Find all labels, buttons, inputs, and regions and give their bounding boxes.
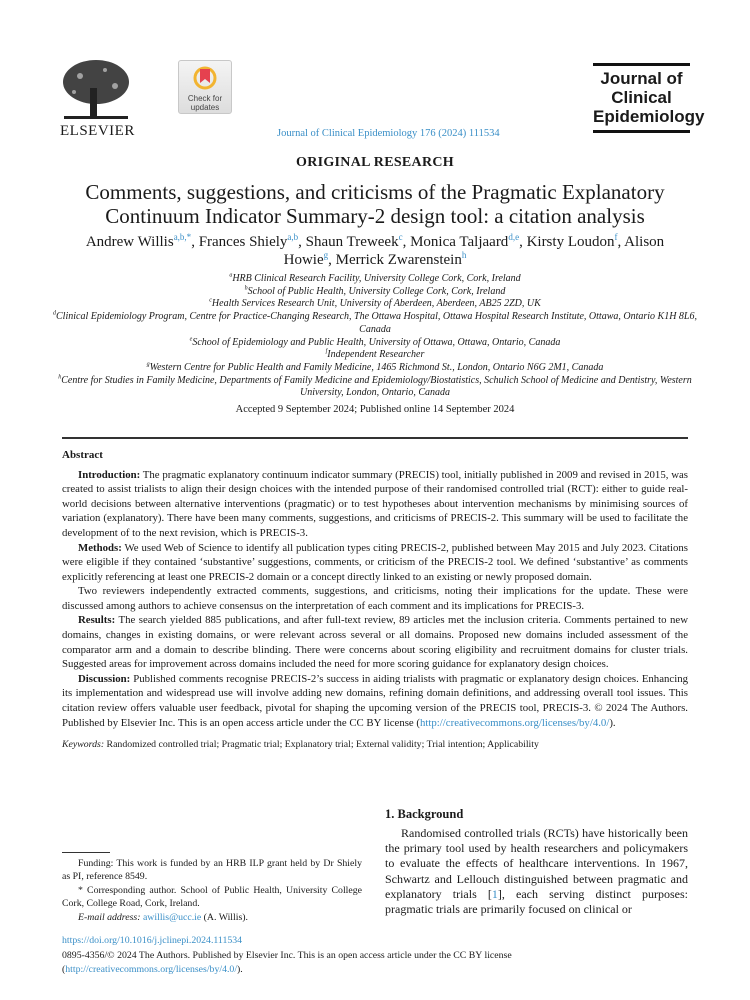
affiliation-key: b bbox=[244, 285, 248, 292]
affiliation-text: Health Services Research Unit, University of Aberdeen, Aberdeen, AB25 2ZD, UK bbox=[211, 298, 541, 310]
text: ], each serving distinct purposes: pragmatic trials are primarily focused on clinical or bbox=[385, 886, 688, 917]
text: We used Web of Science to identify all publication types citing PRECIS-2, published between May 2015 and July 2023. Citations were eligible if they contained ‘substantive’ suggestions, comments, or criticism of the PRECIS-2 tool. We defined ‘substantive’ as comments explicitly referencing at least one PRECIS-2 domain or a concept directly linked to an existing or newly proposed domain. bbox=[62, 541, 688, 583]
affiliation-key: h bbox=[58, 374, 62, 381]
abstract-introduction bbox=[62, 468, 688, 541]
journal-logo-line: Clinical bbox=[611, 88, 672, 107]
affiliation bbox=[50, 273, 700, 286]
keywords bbox=[62, 738, 688, 751]
author[interactable]: Shaun Treweek bbox=[305, 234, 399, 250]
affiliation-key: d bbox=[53, 310, 56, 317]
author[interactable]: Andrew Willis bbox=[85, 234, 174, 250]
abstract-heading: Abstract bbox=[62, 448, 103, 461]
affiliation-marker[interactable]: a,b bbox=[287, 232, 299, 242]
check-for-updates-button[interactable] bbox=[178, 60, 232, 114]
affiliation-marker[interactable]: g bbox=[323, 249, 329, 260]
author[interactable]: Kirsty Loudon bbox=[526, 234, 615, 250]
text: ). bbox=[237, 963, 243, 975]
affiliation bbox=[50, 286, 700, 299]
label: Introduction: bbox=[78, 468, 141, 481]
affiliation bbox=[50, 337, 700, 350]
author[interactable]: Alison Howie bbox=[283, 234, 665, 268]
license-link[interactable]: http://creativecommons.org/licenses/by/4.0/ bbox=[65, 963, 238, 975]
article-type: ORIGINAL RESEARCH bbox=[296, 155, 454, 170]
keywords-label: Keywords: bbox=[62, 739, 105, 751]
journal-logo-line: Journal of bbox=[600, 69, 683, 88]
affiliation-marker[interactable]: d,e bbox=[508, 232, 520, 242]
author[interactable]: Frances Shiely bbox=[198, 234, 288, 250]
doi-link[interactable]: https://doi.org/10.1016/j.jclinepi.2024.111534 bbox=[62, 935, 243, 946]
label: E-mail address: bbox=[78, 911, 141, 923]
affiliation-text: Clinical Epidemiology Program, Centre for Practice-Changing Research, The Ottawa Hospital, Ottawa Hospital Research Institute, Ottawa, Ontario K1H 8L6, Canada bbox=[56, 311, 697, 335]
affiliation-text: School of Epidemiology and Public Health, University of Ottawa, Ottawa, Ontario, Canada bbox=[192, 336, 561, 348]
affiliation-marker[interactable]: c bbox=[398, 232, 403, 242]
affiliation-text: Centre for Studies in Family Medicine, Departments of Family Medicine and Epidemiology/Biostatistics, Schulich School of Medicine and Dentistry, Western University, London, Ontario, Canada bbox=[61, 374, 692, 399]
copyright: © 2024 The Authors. Published by Elsevier Inc. This is an open access article under the CC BY license ( bbox=[62, 702, 688, 729]
affiliations bbox=[50, 273, 700, 400]
affiliation-key: e bbox=[189, 336, 193, 343]
publisher-name: ELSEVIER bbox=[60, 123, 135, 139]
text: The pragmatic explanatory continuum indicator summary (PRECIS) tool, initially published in 2009 and revised in 2015, was created to assist trialists to align their design choices with the intended purpose of their randomised controlled trial (RCT): either to guide real-world decisions between alternative interventions (pragmatic) or to test hypotheses about intervention mechanisms by minimising sources of variation (explanatory). There have been many comments, suggestions, and criticisms of PRECIS-2. This summary will be used to facilitate the development of to the next revision, which is PRECIS-3. bbox=[62, 468, 688, 539]
email-note bbox=[62, 911, 362, 924]
journal-logo bbox=[593, 63, 705, 133]
text: The search yielded 885 publications, and after full-text review, 89 articles met the inclusion criteria. Comments pertained to new domains, changes in existing domains, or were relevant across several or all domains. Proposed new domains included assessment of the comparator arm and a domain to describe blinding. There were concerns about scoring eligibility and recruitment domains for cluster trials. Suggested areas for improvement across domains included the need for more scoring guidance for explanatory design choices. bbox=[62, 614, 688, 671]
footnote-divider bbox=[62, 852, 110, 853]
author[interactable]: Merrick Zwarenstein bbox=[335, 251, 462, 268]
text: Randomised controlled trials (RCTs) have historically been the primary tool used by health researchers and policymakers to evaluate the effects of healthcare interventions. In 1967, Schwartz and Lellouch distinguished between pragmatic and explanatory trials [ bbox=[385, 826, 688, 901]
affiliation-text: Independent Researcher bbox=[327, 349, 425, 361]
abstract-discussion bbox=[62, 672, 688, 730]
elsevier-tree-logo bbox=[60, 58, 132, 122]
text: Published comments recognise PRECIS-2’s success in aiding trialists with pragmatic or explanatory design choices. Enhancing its implementation and widespread use will involve adding new domains, refining domain definitions, and addressing overall tool issues. This citation review offers valuable user feedback, pivotal for shaping the upcoming version of the PRECIS tool, PRECIS-3. bbox=[62, 672, 688, 715]
keywords-text: Randomized controlled trial; Pragmatic trial; Explanatory trial; External validity; Trial intention; Applicability bbox=[106, 739, 539, 751]
label: Discussion: bbox=[78, 672, 131, 685]
journal-logo-line: Epidemiology bbox=[593, 107, 705, 126]
abstract-methods-2: Two reviewers independently extracted comments, suggestions, and criticisms, noting their implications for the update. These were discussed among authors to achieve consensus on the interpretation of each comment and its implications for PRECIS-3. bbox=[62, 585, 688, 612]
body-paragraph bbox=[385, 826, 688, 917]
label: Results: bbox=[78, 614, 116, 627]
article-title: Comments, suggestions, and criticisms of the Pragmatic Explanatory Continuum Indicator Summary-2 design tool: a citation analysis bbox=[85, 180, 665, 228]
label: Methods: bbox=[78, 541, 122, 554]
check-updates-label: Check for updates bbox=[187, 94, 223, 112]
bookmark-icon bbox=[193, 66, 217, 92]
affiliation-text: School of Public Health, University College Cork, Cork, Ireland bbox=[247, 285, 506, 297]
affiliation bbox=[50, 298, 700, 311]
reference-link[interactable]: 1 bbox=[491, 886, 498, 901]
affiliation-key: c bbox=[209, 298, 212, 305]
affiliation-marker[interactable]: h bbox=[461, 249, 467, 260]
affiliation-text: HRB Clinical Research Facility, University College Cork, Cork, Ireland bbox=[232, 273, 521, 284]
email-link[interactable]: awillis@ucc.ie bbox=[142, 911, 202, 923]
affiliation-marker[interactable]: f bbox=[614, 232, 618, 242]
affiliation bbox=[50, 311, 700, 336]
text: 0895-4356/© 2024 The Authors. Published by Elsevier Inc. This is an open access article under the CC BY license ( bbox=[62, 950, 512, 975]
article-dates: Accepted 9 September 2024; Published online 14 September 2024 bbox=[235, 404, 515, 416]
text: ). bbox=[609, 716, 616, 729]
journal-citation-link[interactable]: Journal of Clinical Epidemiology 176 (2024) 111534 bbox=[277, 128, 500, 139]
corresponding-note: * Corresponding author. School of Public Health, University College Cork, College Road, Cork, Ireland. bbox=[62, 884, 362, 910]
abstract-results bbox=[62, 613, 688, 671]
affiliation bbox=[50, 349, 700, 362]
divider bbox=[62, 437, 688, 439]
license-link[interactable]: http://creativecommons.org/licenses/by/4.0/ bbox=[420, 716, 610, 729]
affiliation bbox=[50, 375, 700, 400]
article-front-matter bbox=[50, 154, 700, 751]
affiliation bbox=[50, 362, 700, 375]
affiliation-key: a bbox=[229, 272, 233, 279]
author[interactable]: Monica Taljaard bbox=[410, 234, 509, 250]
footer-license bbox=[62, 949, 688, 976]
section-heading: 1. Background bbox=[385, 807, 464, 821]
abstract-methods bbox=[62, 541, 688, 585]
footnotes bbox=[62, 852, 362, 924]
affiliation-text: Western Centre for Public Health and Family Medicine, 1465 Richmond St., London, Ontario N6G 2M1, Canada bbox=[149, 361, 604, 373]
funding-note: Funding: This work is funded by an HRB ILP grant held by Dr Shiely as PI, reference 8549. bbox=[62, 858, 362, 883]
affiliation-key: g bbox=[146, 361, 150, 368]
text: (A. Willis). bbox=[203, 911, 248, 923]
author-list: Andrew Willis$^{a,b,*}$, Frances Shiely$^{a,b}$, Shaun Treweek$^c$, Monica Taljaard$^{d,e}$, Kirsty Loudon$^f$, Alison Howie$^g$, Merrick Zwarenstein$^h$ bbox=[85, 232, 665, 268]
affiliation-key: f bbox=[325, 348, 328, 355]
affiliation-marker[interactable]: a,b,* bbox=[173, 232, 192, 242]
abstract bbox=[62, 448, 688, 731]
